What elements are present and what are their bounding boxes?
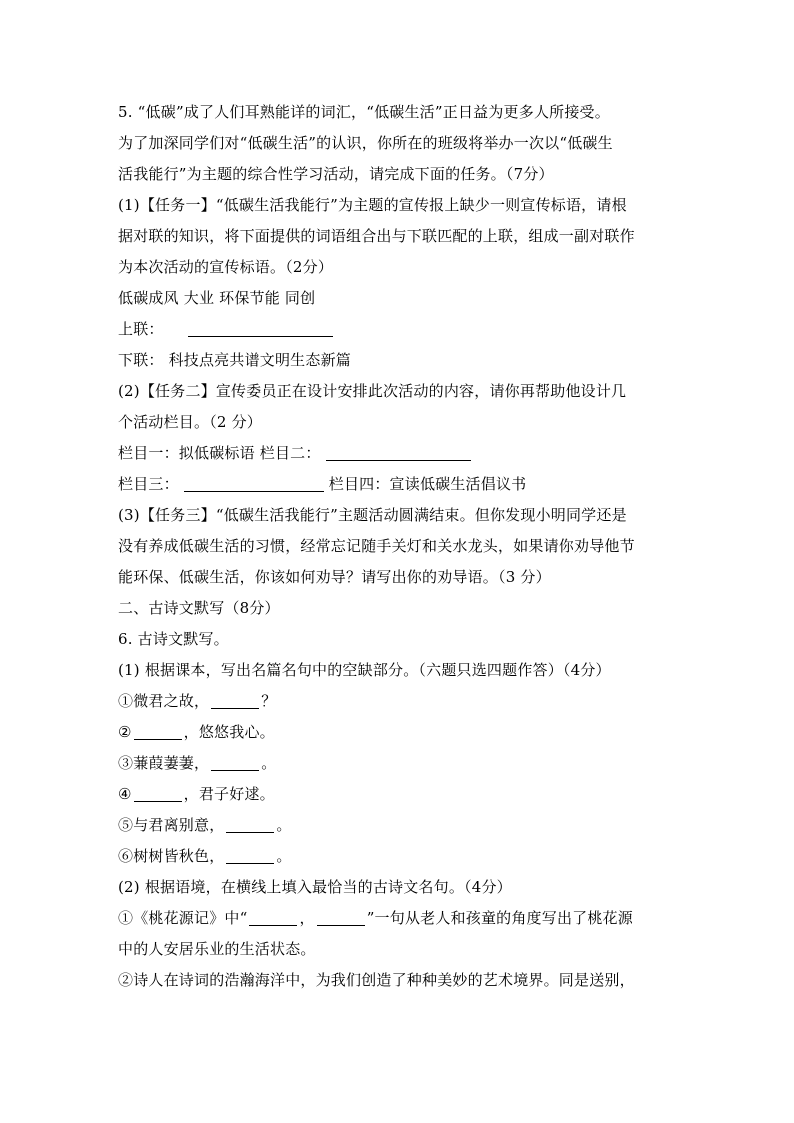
poem-item-1-text: ①微君之故， bbox=[118, 692, 210, 710]
context-1-line-1 bbox=[118, 903, 678, 934]
poem-item-2-end: ，悠悠我心。 bbox=[183, 723, 275, 741]
section-2-heading: 二、古诗文默写（8分） bbox=[118, 599, 280, 617]
poem-item-4-text: ④ bbox=[118, 785, 132, 803]
q5-intro-line-2: 为了加深同学们对“低碳生活”的认识，你所在的班级将举办一次以“低碳生 bbox=[118, 134, 613, 152]
task1-line-1: (1)【任务一】“低碳生活我能行”为主题的宣传报上缺少一则宣传标语，请根 bbox=[118, 196, 627, 214]
context-1-text: ①《桃花源记》中“ bbox=[118, 909, 248, 927]
poem-item-4 bbox=[118, 779, 678, 810]
poem-item-2-blank[interactable] bbox=[134, 721, 182, 740]
q5-intro-line-1: 5. “低碳”成了人们耳熟能详的词汇，“低碳生活”正日益为更多人所接受。 bbox=[118, 103, 610, 121]
column-1-2-label: 栏目一：拟低碳标语 栏目二： bbox=[118, 444, 321, 462]
column-row-2 bbox=[118, 469, 678, 500]
poem-item-3-blank[interactable] bbox=[211, 752, 259, 771]
word-options: 低碳成风 大业 环保节能 同创 bbox=[118, 289, 316, 307]
poem-item-3-end: 。 bbox=[261, 754, 277, 772]
shanglian-label: 上联： bbox=[118, 320, 164, 338]
q6-part-2: (2) 根据语境，在横线上填入最恰当的古诗文名句。（4分） bbox=[118, 878, 512, 896]
q6-title: 6. 古诗文默写。 bbox=[118, 630, 229, 648]
task3-line-2: 没有养成低碳生活的习惯，经常忘记随手关灯和关水龙头，如果请你劝导他节 bbox=[118, 537, 635, 555]
q6-part-1: (1) 根据课本，写出名篇名句中的空缺部分。（六题只选四题作答）（4分） bbox=[118, 661, 611, 679]
column-row-1 bbox=[118, 438, 678, 469]
context-1-comma: ， bbox=[299, 909, 315, 927]
task2-line-2: 个活动栏目。（2 分） bbox=[118, 413, 263, 431]
column-3-label: 栏目三： bbox=[118, 475, 179, 493]
exam-content bbox=[118, 97, 678, 996]
poem-item-2 bbox=[118, 717, 678, 748]
task3-line-1: (3)【任务三】“低碳生活我能行”主题活动圆满结束。但你发现小明同学还是 bbox=[118, 506, 627, 524]
poem-item-6 bbox=[118, 841, 678, 872]
poem-item-2-text: ② bbox=[118, 723, 132, 741]
poem-item-3-text: ③蒹葭萋萋， bbox=[118, 754, 210, 772]
poem-item-5-blank[interactable] bbox=[226, 814, 274, 833]
context-1-blank-b[interactable] bbox=[317, 907, 365, 926]
xialian: 下联： 科技点亮共谱文明生态新篇 bbox=[118, 351, 351, 369]
column-4-text: 栏目四：宣读低碳生活倡议书 bbox=[328, 475, 527, 493]
context-1-rest: ”一句从老人和孩童的角度写出了桃花源 bbox=[366, 909, 633, 927]
poem-item-6-end: 。 bbox=[276, 847, 292, 865]
task1-line-2: 据对联的知识，将下面提供的词语组合出与下联匹配的上联，组成一副对联作 bbox=[118, 227, 635, 245]
poem-item-1-end: ？ bbox=[261, 692, 277, 710]
task3-line-3: 能环保、低碳生活，你该如何劝导？请写出你的劝导语。（3 分） bbox=[118, 568, 551, 586]
poem-item-4-blank[interactable] bbox=[134, 783, 182, 802]
shanglian-blank[interactable] bbox=[188, 318, 333, 337]
context-2-line-1: ②诗人在诗词的浩瀚海洋中，为我们创造了种种美妙的艺术境界。同是送别， bbox=[118, 971, 635, 989]
poem-item-4-end: ，君子好逑。 bbox=[183, 785, 275, 803]
poem-item-5-text: ⑤与君离别意， bbox=[118, 816, 225, 834]
task1-line-3: 为本次活动的宣传标语。（2分） bbox=[118, 258, 334, 276]
column-3-blank[interactable] bbox=[184, 473, 324, 492]
poem-item-6-blank[interactable] bbox=[226, 845, 274, 864]
poem-item-1-blank[interactable] bbox=[211, 690, 259, 709]
column-2-blank[interactable] bbox=[326, 442, 471, 461]
poem-item-5 bbox=[118, 810, 678, 841]
poem-item-1 bbox=[118, 686, 678, 717]
q5-intro-line-3: 活我能行”为主题的综合性学习活动，请完成下面的任务。（7分） bbox=[118, 165, 554, 183]
context-1-blank-a[interactable] bbox=[249, 907, 297, 926]
poem-item-5-end: 。 bbox=[276, 816, 292, 834]
task2-line-1: (2)【任务二】宣传委员正在设计安排此次活动的内容，请你再帮助他设计几 bbox=[118, 382, 627, 400]
context-1-line-2: 中的人安居乐业的生活状态。 bbox=[118, 940, 316, 958]
shanglian-row bbox=[118, 314, 678, 345]
poem-item-3 bbox=[118, 748, 678, 779]
poem-item-6-text: ⑥树树皆秋色， bbox=[118, 847, 225, 865]
